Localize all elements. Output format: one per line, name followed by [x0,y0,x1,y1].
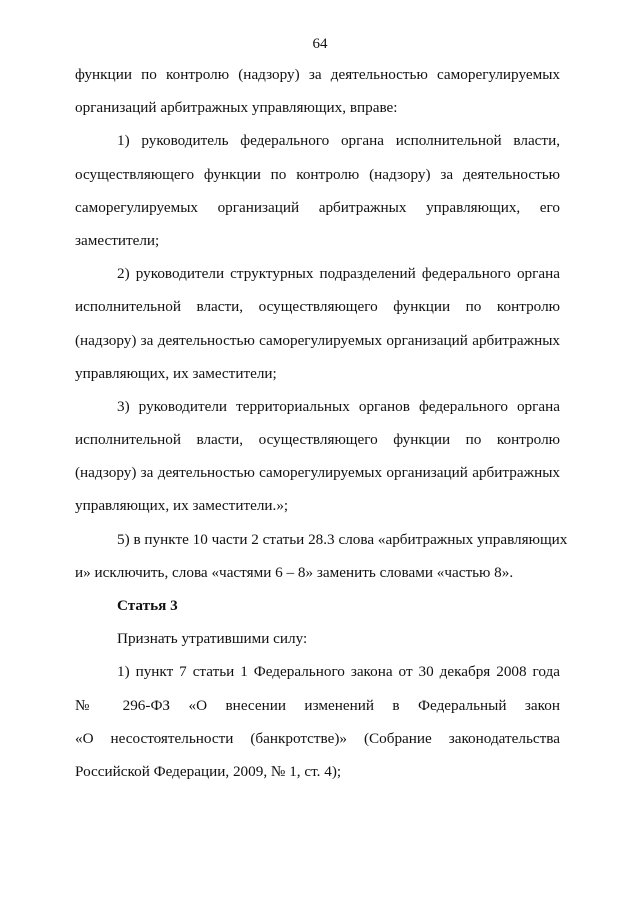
text-line: № 296-ФЗ «О внесении изменений в Федеральный закон [75,696,560,714]
text-line: управляющих, их заместители; [75,364,277,382]
list-item-2-line: 2) руководители структурных подразделений федерального органа [117,265,560,283]
text-line: исполнительной власти, осуществляющего функции по контролю [75,298,560,316]
text-line: и» исключить, слова «частями 6 – 8» заменить словами «частью 8». [75,563,514,581]
article-heading: Статья 3 [117,597,178,614]
text-line: исполнительной власти, осуществляющего функции по контролю [75,431,560,449]
list-item-5-line: 5) в пункте 10 части 2 статьи 28.3 слова «арбитражных управляющих [117,530,568,548]
page-number: 64 [312,36,328,52]
text-line: осуществляющего функции по контролю (надзору) за деятельностью [75,165,560,183]
text-line: (надзору) за деятельностью саморегулируемых организаций арбитражных [75,331,560,349]
text-line: (надзору) за деятельностью саморегулируемых организаций арбитражных [75,464,560,482]
text-line: организаций арбитражных управляющих, вправе: [75,99,398,117]
text-line: «О несостоятельности (банкротстве)» (Собрание законодательства [75,729,560,747]
document-body [75,63,568,793]
list-item-3-line: 3) руководители территориальных органов федерального органа [117,397,560,415]
list-item-1-line: 1) руководитель федерального органа исполнительной власти, [117,132,560,150]
text-line: управляющих, их заместители.»; [75,497,289,515]
text-line: Российской Федерации, 2009, № 1, ст. 4); [75,762,342,780]
text-line: функции по контролю (надзору) за деятельностью саморегулируемых [75,66,560,83]
article-intro: Признать утратившими силу: [117,630,308,648]
text-line: саморегулируемых организаций арбитражных управляющих, его [75,198,560,216]
article-item-1-line: 1) пункт 7 статьи 1 Федерального закона от 30 декабря 2008 года [117,663,560,681]
text-line: заместители; [75,231,160,249]
